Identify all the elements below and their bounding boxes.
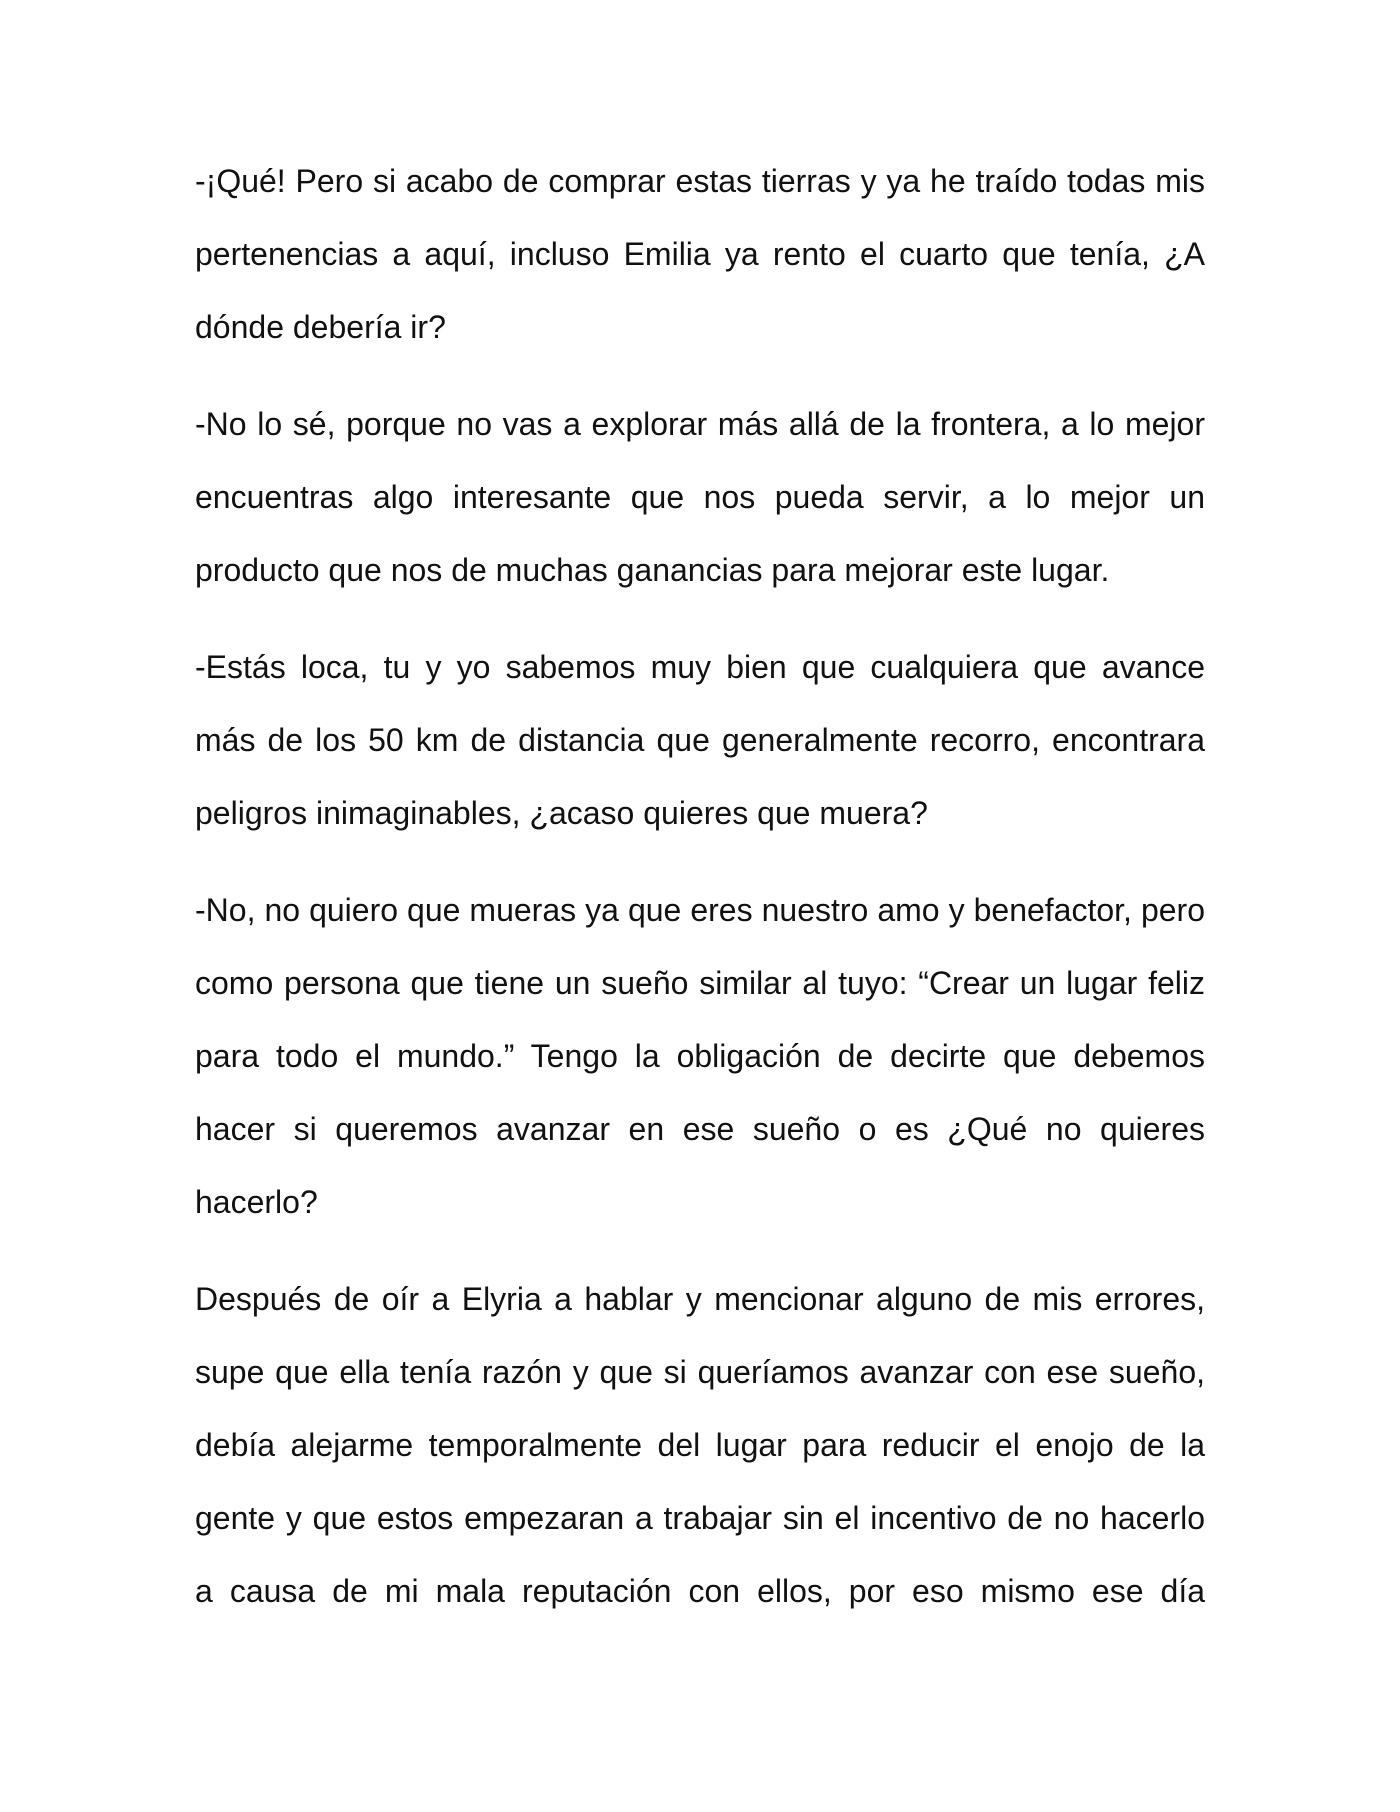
paragraph-3: -Estás loca, tu y yo sabemos muy bien que cualquiera que avance más de los 50 km de distancia que generalmente recorro, encontrara peligros inimaginables, ¿acaso quieres que muera? xyxy=(195,649,1205,831)
paragraph-1: -¡Qué! Pero si acabo de comprar estas tierras y ya he traído todas mis pertenencias a aquí, incluso Emilia ya rento el cuarto que tenía, ¿A dónde debería ir? xyxy=(195,163,1205,345)
paragraph-5: Después de oír a Elyria a hablar y mencionar alguno de mis errores, supe que ella tenía razón y que si queríamos avanzar con ese sueño, debía alejarme temporalmente del lugar para reducir el enojo de la gente y que estos empezaran a trabajar sin el incentivo de no hacerlo a causa de mi mala reputación con ellos, por eso mismo ese día xyxy=(195,1281,1205,1609)
document-body xyxy=(195,145,1205,1652)
paragraph-2: -No lo sé, porque no vas a explorar más allá de la frontera, a lo mejor encuentras algo interesante que nos pueda servir, a lo mejor un producto que nos de muchas ganancias para mejorar este lugar. xyxy=(195,406,1205,588)
paragraph-4: -No, no quiero que mueras ya que eres nuestro amo y benefactor, pero como persona que tiene un sueño similar al tuyo: “Crear un lugar feliz para todo el mundo.” Tengo la obligación de decirte que debemos hacer si queremos avanzar en ese sueño o es ¿Qué no quieres hacerlo? xyxy=(195,892,1205,1220)
